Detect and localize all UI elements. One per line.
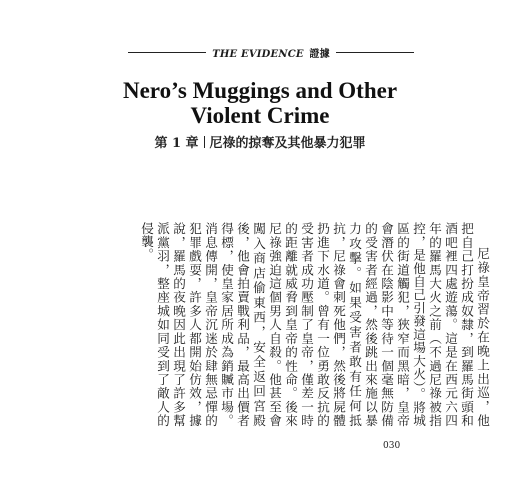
body-paragraph: 尼祿皇帝習於在晚上出巡，他把自己打扮成奴隸，到羅馬街頭和酒吧裡四處遊蕩。這是在西元六四年的羅馬大火之前（不過尼祿被指控，是他自己引發這場大火）。將城區的街道觸犯，狹窄而黑暗，皇帝會潛伏在陰影中等待一個毫無防備的受害者經過，然後跳出來施以暴力攻擊。如果受害者敢有任何抵抗，尼祿會刺死他們，然後將屍體扔進下水道。曾有一位勇敢反抗的受害者成功壓制了皇帝，僅差一時的距離就威脅到皇帝的性命。後來尼祿強迫這個男人自殺。他甚至會闖入商店偷東西，安全返回宮殿後，他會拍賣戰利品，最高出價者得標，使皇家居所成為銷贓市場。消息傳開，皇帝沉迷於肆無忌憚的犯罪戲耍，許多人都開始仿效，據說，羅馬的夜晚因此出現了許多幫派黨羽，整座城如同受到了敵人的侵襲。 <box>139 222 490 427</box>
running-head-rule-left <box>128 52 206 53</box>
chapter-subtitle <box>100 132 420 151</box>
chapter-title-line-1: Nero’s Muggings and Other <box>122 78 398 103</box>
running-head-rule-right <box>336 52 414 53</box>
running-head-subtitle: 證據 <box>309 48 330 60</box>
chapter-title-line-2: Violent Crime <box>190 103 330 128</box>
page-number: 030 <box>383 441 401 451</box>
running-head <box>128 42 414 62</box>
body-text <box>138 222 490 427</box>
chapter-title <box>100 78 420 128</box>
chapter-label: 第 1 章 <box>154 136 199 151</box>
running-head-text <box>206 45 336 60</box>
running-head-title: THE EVIDENCE <box>212 48 304 60</box>
chapter-divider <box>204 136 205 148</box>
chapter-subtitle-text: 尼祿的掠奪及其他暴力犯罪 <box>209 136 366 151</box>
